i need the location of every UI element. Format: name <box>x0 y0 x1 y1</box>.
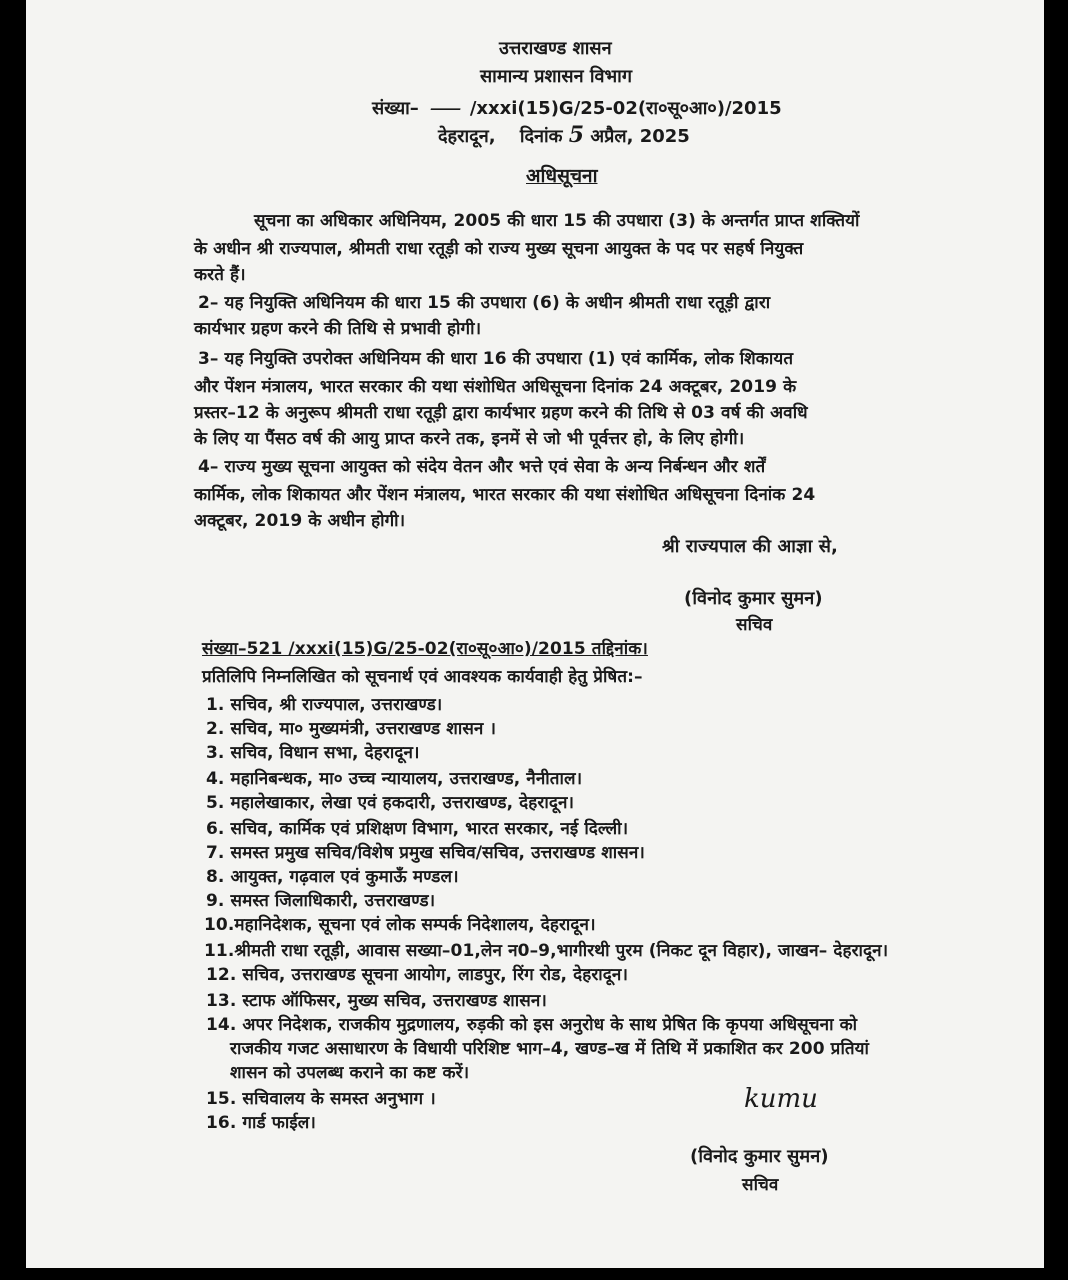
copy-item: 7. समस्त प्रमुख सचिव/विशेष प्रमुख सचिव/सचिव, उत्तराखण्ड शासन। <box>206 843 645 863</box>
para1-line1: सूचना का अधिकार अधिनियम, 2005 की धारा 15 की उपधारा (3) के अन्तर्गत प्राप्त शक्तियों <box>254 211 860 231</box>
place: देहरादून, <box>438 126 496 147</box>
header-place-date <box>438 122 690 148</box>
para1-line2: के अधीन श्री राज्यपाल, श्रीमती राधा रतूड़ी को राज्य मुख्य सूचना आयुक्त के पद पर सहर्ष नियुक्त <box>194 239 804 259</box>
copy-item: 8. आयुक्त, गढ़वाल एवं कुमाऊँ मण्डल। <box>206 867 459 887</box>
handwritten-number: ⸺ <box>429 98 460 119</box>
copy-item: 15. सचिवालय के समस्त अनुभाग । <box>206 1089 436 1109</box>
copy-item: 1. सचिव, श्री राज्यपाल, उत्तराखण्ड। <box>206 695 443 715</box>
para4-line2: कार्मिक, लोक शिकायत और पेंशन मंत्रालय, भारत सरकार की यथा संशोधित अधिसूचना दिनांक 24 <box>194 485 816 505</box>
header-department: सामान्य प्रशासन विभाग <box>480 66 632 87</box>
copy-item: 16. गार्ड फाईल। <box>206 1113 316 1133</box>
copy-item: 14. अपर निदेशक, राजकीय मुद्रणालय, रुड़की को इस अनुरोध के साथ प्रेषित कि कृपया अधिसूचना को <box>206 1015 858 1035</box>
order-line: श्री राज्यपाल की आज्ञा से, <box>662 536 838 557</box>
copy-item: 11.श्रीमती राधा रतूड़ी, आवास सख्या–01,लेन न0–9,भागीरथी पुरम (निकट दून विहार), जाखन– देहरादून। <box>204 941 889 961</box>
document-title: अधिसूचना <box>526 165 598 187</box>
signatory-name: (विनोद कुमार सुमन) <box>684 588 823 609</box>
para4-line1: 4– राज्य मुख्य सूचना आयुक्त को संदेय वेतन और भत्ते एवं सेवा के अन्य निर्बन्धन और शर्तें <box>198 457 766 477</box>
copy-item: 2. सचिव, मा० मुख्यमंत्री, उत्तराखण्ड शासन । <box>206 719 497 739</box>
number-prefix: संख्या– <box>372 98 419 119</box>
date-suffix: अप्रैल, 2025 <box>590 126 690 147</box>
para3-line2: और पेंशन मंत्रालय, भारत सरकार की यथा संशोधित अधिसूचना दिनांक 24 अक्टूबर, 2019 के <box>194 377 797 397</box>
signatory2-designation: सचिव <box>742 1175 779 1195</box>
copy-intro: प्रतिलिपि निम्नलिखित को सूचनार्थ एवं आवश्यक कार्यवाही हेतु प्रेषित:– <box>202 667 643 687</box>
para4-line3: अक्टूबर, 2019 के अधीन होगी। <box>194 511 406 531</box>
copy-item: 10.महानिदेशक, सूचना एवं लोक सम्पर्क निदेशालय, देहरादून। <box>204 915 596 935</box>
signatory-designation: सचिव <box>736 615 773 635</box>
handwritten-date: 5 <box>568 122 585 148</box>
header-number <box>372 94 782 120</box>
para2-line2: कार्यभार ग्रहण करने की तिथि से प्रभावी होगी। <box>194 319 482 339</box>
copy-item: 5. महालेखाकार, लेखा एवं हकदारी, उत्तराखण्ड, देहरादून। <box>206 793 575 813</box>
copy-item: 4. महानिबन्धक, मा० उच्च न्यायालय, उत्तराखण्ड, नैनीताल। <box>206 769 583 789</box>
para1-line3: करते हैं। <box>194 265 246 285</box>
copy-item: 9. समस्त जिलाधिकारी, उत्तराखण्ड। <box>206 891 436 911</box>
number-suffix: /xxxi(15)G/25-02(रा०सू०आ०)/2015 <box>469 98 782 119</box>
document-page <box>26 0 1044 1268</box>
para3-line3: प्रस्तर–12 के अनुरूप श्रीमती राधा रतूड़ी द्वारा कार्यभार ग्रहण करने की तिथि से 03 वर्ष की अवधि <box>194 403 808 423</box>
copy-item-continued: शासन को उपलब्ध कराने का कष्ट करें। <box>230 1063 470 1083</box>
date-prefix: दिनांक <box>519 126 563 147</box>
copy-item: 6. सचिव, कार्मिक एवं प्रशिक्षण विभाग, भारत सरकार, नई दिल्ली। <box>206 819 629 839</box>
copy-item-continued: राजकीय गजट असाधारण के विधायी परिशिष्ट भाग–4, खण्ड–ख में तिथि में प्रकाशित कर 200 प्रतियां <box>230 1039 870 1059</box>
para3-line1: 3– यह नियुक्ति उपरोक्त अधिनियम की धारा 16 की उपधारा (1) एवं कार्मिक, लोक शिकायत <box>198 349 794 369</box>
copy-item: 12. सचिव, उत्तराखण्ड सूचना आयोग, लाडपुर, रिंग रोड, देहरादून। <box>206 965 628 985</box>
handwritten-signature: kumu <box>744 1084 818 1114</box>
signatory2-name: (विनोद कुमार सुमन) <box>690 1146 829 1167</box>
copy-item: 3. सचिव, विधान सभा, देहरादून। <box>206 743 420 763</box>
para2-line1: 2– यह नियुक्ति अधिनियम की धारा 15 की उपधारा (6) के अधीन श्रीमती राधा रतूड़ी द्वारा <box>198 293 771 313</box>
header-government: उत्तराखण्ड शासन <box>499 38 612 59</box>
copy-number: संख्या–521 /xxxi(15)G/25-02(रा०सू०आ०)/2015 तद्दिनांक। <box>202 639 648 659</box>
para3-line4: के लिए या पैंसठ वर्ष की आयु प्राप्त करने तक, इनमें से जो भी पूर्वत्तर हो, के लिए होगी। <box>194 429 745 449</box>
copy-item: 13. स्टाफ ऑफिसर, मुख्य सचिव, उत्तराखण्ड शासन। <box>206 991 547 1011</box>
